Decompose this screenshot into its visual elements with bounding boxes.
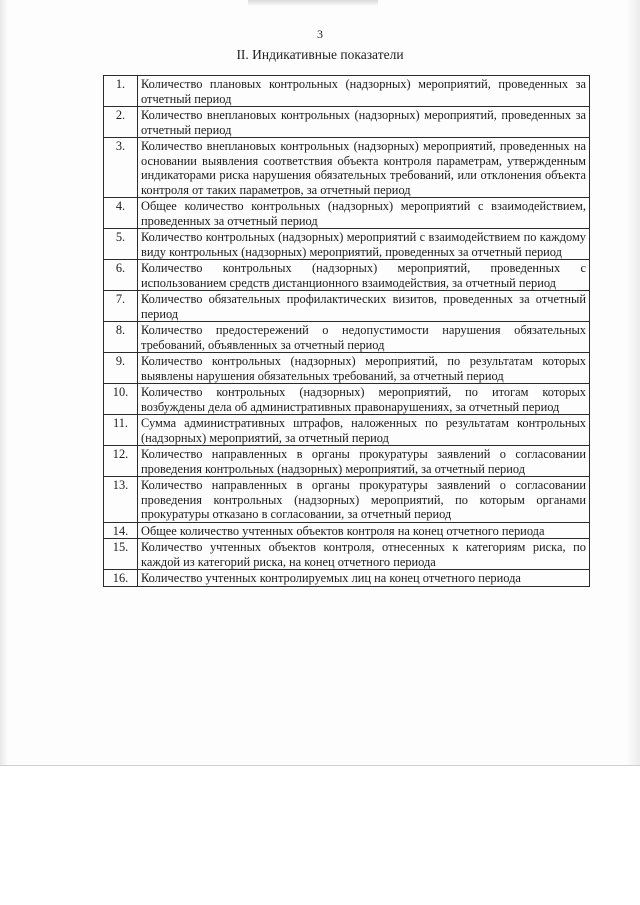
indicator-number: 6. <box>104 260 138 291</box>
indicator-number: 14. <box>104 522 138 539</box>
table-row <box>104 138 590 198</box>
scan-shadow-top <box>248 0 378 6</box>
indicator-text: Количество внеплановых контрольных (надзорных) мероприятий, проведенных за отчетный период <box>138 107 590 138</box>
table-row <box>104 198 590 229</box>
indicator-number: 12. <box>104 446 138 477</box>
indicator-number: 1. <box>104 76 138 107</box>
indicator-number: 5. <box>104 229 138 260</box>
indicator-text: Количество учтенных объектов контроля, отнесенных к категориям риска, по каждой из категорий риска, на конец отчетного периода <box>138 539 590 570</box>
table-row <box>104 539 590 570</box>
table-row <box>104 291 590 322</box>
section-title: II. Индикативные показатели <box>236 47 404 62</box>
table-row <box>104 229 590 260</box>
indicator-text: Количество контрольных (надзорных) мероприятий, по итогам которых возбуждены дела об административных правонарушениях, за отчетный период <box>138 384 590 415</box>
table-row <box>104 477 590 523</box>
indicator-number: 4. <box>104 198 138 229</box>
indicator-number: 8. <box>104 322 138 353</box>
indicator-text: Количество предостережений о недопустимости нарушения обязательных требований, объявленных за отчетный период <box>138 322 590 353</box>
table-row <box>104 353 590 384</box>
indicator-text: Количество внеплановых контрольных (надзорных) мероприятий, проведенных на основании выявления соответствия объекта контроля параметрам, утвержденным индикаторами риска нарушения обязательных требований, или отклонения объекта контроля от таких параметров, за отчетный период <box>138 138 590 198</box>
indicator-number: 7. <box>104 291 138 322</box>
indicator-text: Общее количество контрольных (надзорных) мероприятий с взаимодействием, проведенных за отчетный период <box>138 198 590 229</box>
indicator-text: Количество направленных в органы прокуратуры заявлений о согласовании проведения контрольных (надзорных) мероприятий, по которым органами прокуратуры отказано в согласовании, за отчетный период <box>138 477 590 523</box>
indicator-text: Количество контрольных (надзорных) мероприятий, проведенных с использованием средств дистанционного взаимодействия, за отчетный период <box>138 260 590 291</box>
table-row <box>104 107 590 138</box>
table-row <box>104 415 590 446</box>
scan-shadow-left <box>0 0 8 765</box>
indicator-text: Количество учтенных контролируемых лиц на конец отчетного периода <box>138 570 590 587</box>
indicator-text: Общее количество учтенных объектов контроля на конец отчетного периода <box>138 522 590 539</box>
indicators-table-body <box>104 76 590 587</box>
indicator-text: Сумма административных штрафов, наложенных по результатам контрольных (надзорных) мероприятий, за отчетный период <box>138 415 590 446</box>
indicator-text: Количество обязательных профилактических визитов, проведенных за отчетный период <box>138 291 590 322</box>
table-row <box>104 522 590 539</box>
indicator-number: 15. <box>104 539 138 570</box>
indicator-number: 13. <box>104 477 138 523</box>
indicator-text: Количество контрольных (надзорных) мероприятий с взаимодействием по каждому виду контрольных (надзорных) мероприятий, проведенных за отчетный период <box>138 229 590 260</box>
page-number: 3 <box>317 27 323 41</box>
indicator-number: 9. <box>104 353 138 384</box>
indicators-table <box>103 75 590 587</box>
table-row <box>104 260 590 291</box>
indicator-number: 3. <box>104 138 138 198</box>
indicator-text: Количество направленных в органы прокуратуры заявлений о согласовании проведения контрольных (надзорных) мероприятий, за отчетный период <box>138 446 590 477</box>
indicator-number: 16. <box>104 570 138 587</box>
scan-shadow-right <box>626 0 640 765</box>
table-row <box>104 76 590 107</box>
indicator-text: Количество плановых контрольных (надзорных) мероприятий, проведенных за отчетный период <box>138 76 590 107</box>
indicator-number: 2. <box>104 107 138 138</box>
table-row <box>104 384 590 415</box>
table-row <box>104 322 590 353</box>
indicator-number: 11. <box>104 415 138 446</box>
table-row <box>104 446 590 477</box>
indicator-text: Количество контрольных (надзорных) мероприятий, по результатам которых выявлены нарушения обязательных требований, за отчетный период <box>138 353 590 384</box>
table-row <box>104 570 590 587</box>
indicator-number: 10. <box>104 384 138 415</box>
